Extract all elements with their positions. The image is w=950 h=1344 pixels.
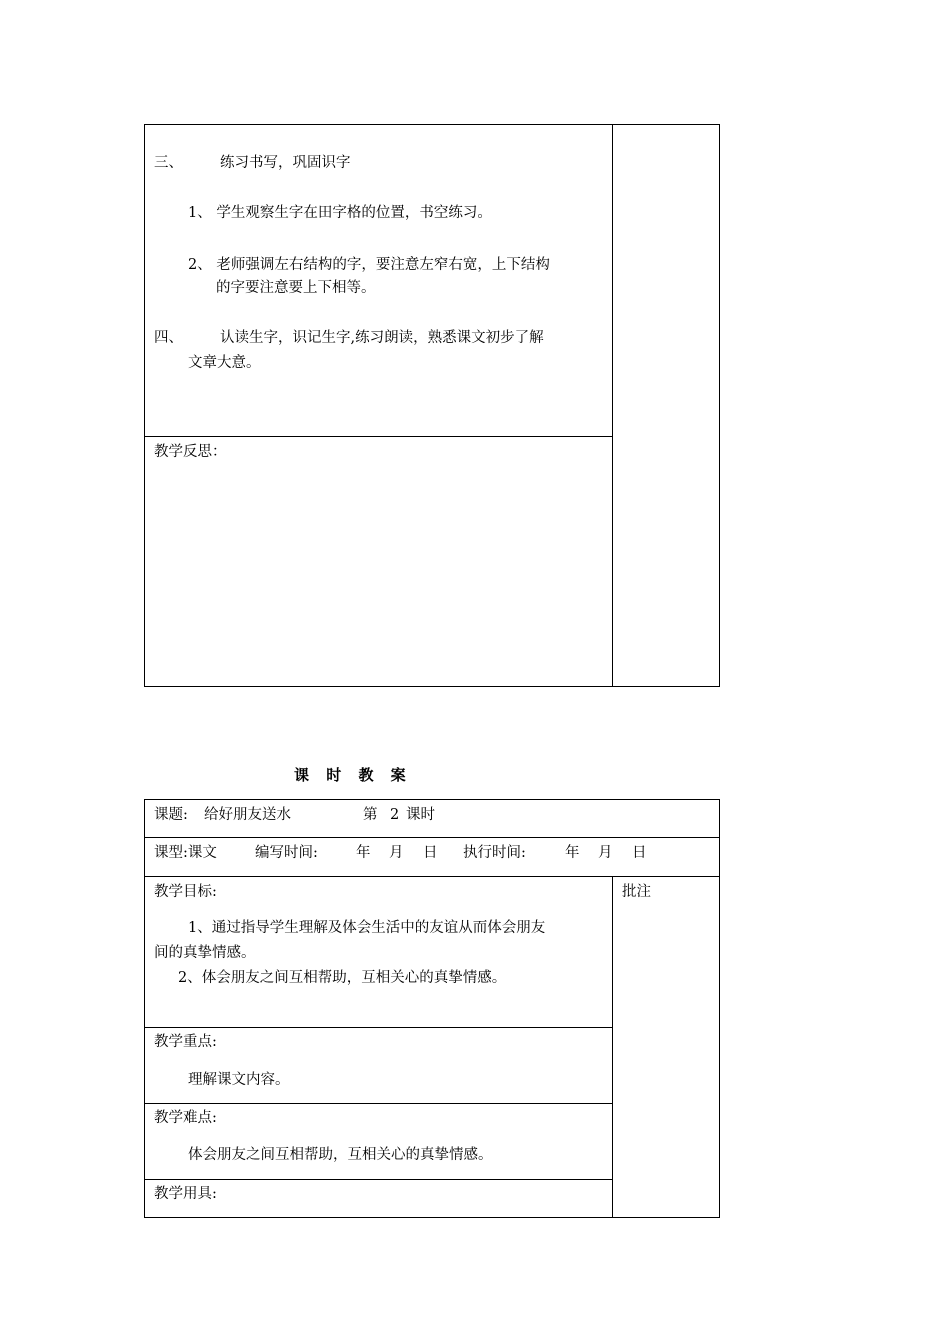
compile-year: 年	[356, 845, 371, 861]
section3-item-2-line2: 的字要注意要上下相等。	[216, 280, 376, 296]
period-unit: 课时	[406, 807, 435, 823]
period-number: 2	[390, 807, 400, 823]
objectives-label: 教学目标:	[154, 884, 217, 900]
objective-2: 2、体会朋友之间互相帮助，互相关心的真挚情感。	[178, 970, 507, 986]
table1-column-divider	[612, 124, 613, 687]
table2-column-divider	[612, 876, 613, 1218]
reflection-label: 教学反思：	[154, 444, 227, 460]
table2-row-divider-4	[144, 1103, 613, 1104]
section3-item-1: 1、 学生观察生字在田字格的位置，书空练习。	[188, 205, 492, 221]
topic-value: 给好朋友送水	[204, 807, 291, 823]
doc-title: 课 时 教 案	[294, 766, 412, 784]
section3-item-2-line1: 2、 老师强调左右结构的字，要注意左窄右宽，上下结构	[188, 257, 550, 273]
section3-heading-number: 三、	[154, 155, 183, 171]
exec-year: 年	[565, 845, 580, 861]
difficulties-label: 教学难点:	[154, 1110, 217, 1126]
tools-label: 教学用具:	[154, 1186, 217, 1202]
exec-month: 月	[598, 845, 613, 861]
section4-heading-number: 四、	[154, 330, 183, 346]
objective-1-line2: 间的真挚情感。	[154, 945, 256, 961]
compile-month: 月	[389, 845, 404, 861]
exec-day: 日	[632, 845, 647, 861]
section4-line1: 认读生字，识记生字,练习朗读，熟悉课文初步了解	[220, 330, 544, 346]
section3-heading-text: 练习书写，巩固识字	[220, 155, 351, 171]
exec-time-label: 执行时间:	[463, 845, 526, 861]
table1-row-divider	[144, 436, 613, 437]
compile-day: 日	[423, 845, 438, 861]
table2-row-divider-5	[144, 1179, 613, 1180]
annotation-label: 批注	[622, 884, 651, 900]
table2-row-divider-2	[144, 876, 720, 877]
type-label: 课型:课文	[154, 845, 217, 861]
difficulties-value: 体会朋友之间互相帮助，互相关心的真挚情感。	[188, 1147, 493, 1163]
key-points-label: 教学重点:	[154, 1034, 217, 1050]
period-label: 第	[363, 807, 378, 823]
table2-row-divider-1	[144, 837, 720, 838]
topic-label: 课题:	[154, 807, 188, 823]
compile-time-label: 编写时间:	[255, 845, 318, 861]
objective-1-line1: 1、通过指导学生理解及体会生活中的友谊从而体会朋友	[188, 920, 546, 936]
table2-row-divider-3	[144, 1027, 613, 1028]
section4-line2: 文章大意。	[188, 355, 261, 371]
key-points-value: 理解课文内容。	[188, 1072, 290, 1088]
